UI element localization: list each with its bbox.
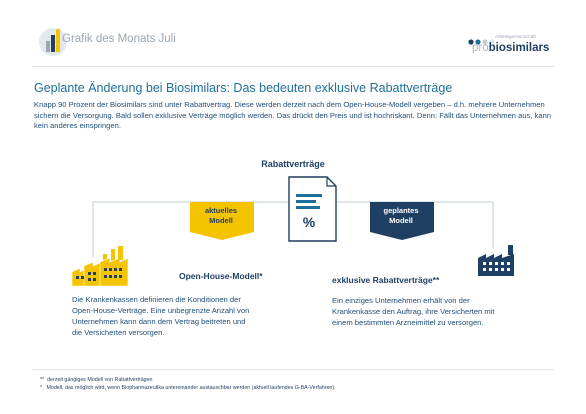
current-model-line1: aktuelles <box>204 206 238 215</box>
header-title: Grafik des Monats Juli <box>62 33 176 45</box>
open-house-title: Open-House-Modell* <box>179 271 263 281</box>
footnote-2: * Modell, das möglich wird, wenn Biopharmazeutika untereinander austauschbar werden (aktuell laufendes G-BA-Verfahren) <box>40 385 335 391</box>
footer-divider <box>32 369 554 370</box>
planned-model-line1: geplantes <box>383 206 419 215</box>
logo-prefix: pro <box>472 42 489 54</box>
diagram-title: Rabattverträge <box>261 159 325 169</box>
multiple-factories-icon <box>72 246 128 286</box>
exclusive-description: Ein einziges Unternehmen erhält von der Krankenkasse den Auftrag, ihre Versicherten mit einem bestimmten Arzneimittel zu versorgen. <box>332 296 495 327</box>
headline: Geplante Änderung bei Biosimilars: Das bedeuten exklusive Rabattverträge <box>34 81 453 95</box>
footnote-1: ** derzeit gängiges Modell von Rabattverträgen <box>40 377 153 383</box>
current-model-line2: Modell <box>209 215 233 225</box>
open-house-description: Die Krankenkassen definieren die Konditionen der Open-House-Verträge. Eine unbegrenzte Anzahl von Unternehmen kann dann dem Vertrag beitreten und die Versicherten versorgen. <box>72 295 250 337</box>
planned-model-line2: Modell <box>389 215 413 225</box>
logo-name: biosimilars <box>488 42 550 54</box>
current-model-label <box>193 206 249 225</box>
planned-model-label <box>373 206 429 225</box>
exclusive-title: exklusive Rabattverträge** <box>332 275 440 285</box>
percent-symbol: % <box>302 214 316 230</box>
logo-tagline: Arbeitsgemeinschaft <box>495 34 536 39</box>
document-icon <box>289 177 336 241</box>
intro-text: Knapp 90 Prozent der Biosimilars sind unter Rabattvertrag. Diese werden derzeit nach dem Open-House-Modell vergeben – d.h. mehrere Unternehmen sichern die Versorgung. Bald sollen exklusive Verträge möglich werden. Das drückt den Preis und ist hochriskant. Denn: Fällt das Unternehmen aus, kann kein anderes einspringen. <box>34 100 552 131</box>
single-factory-icon <box>478 245 514 276</box>
